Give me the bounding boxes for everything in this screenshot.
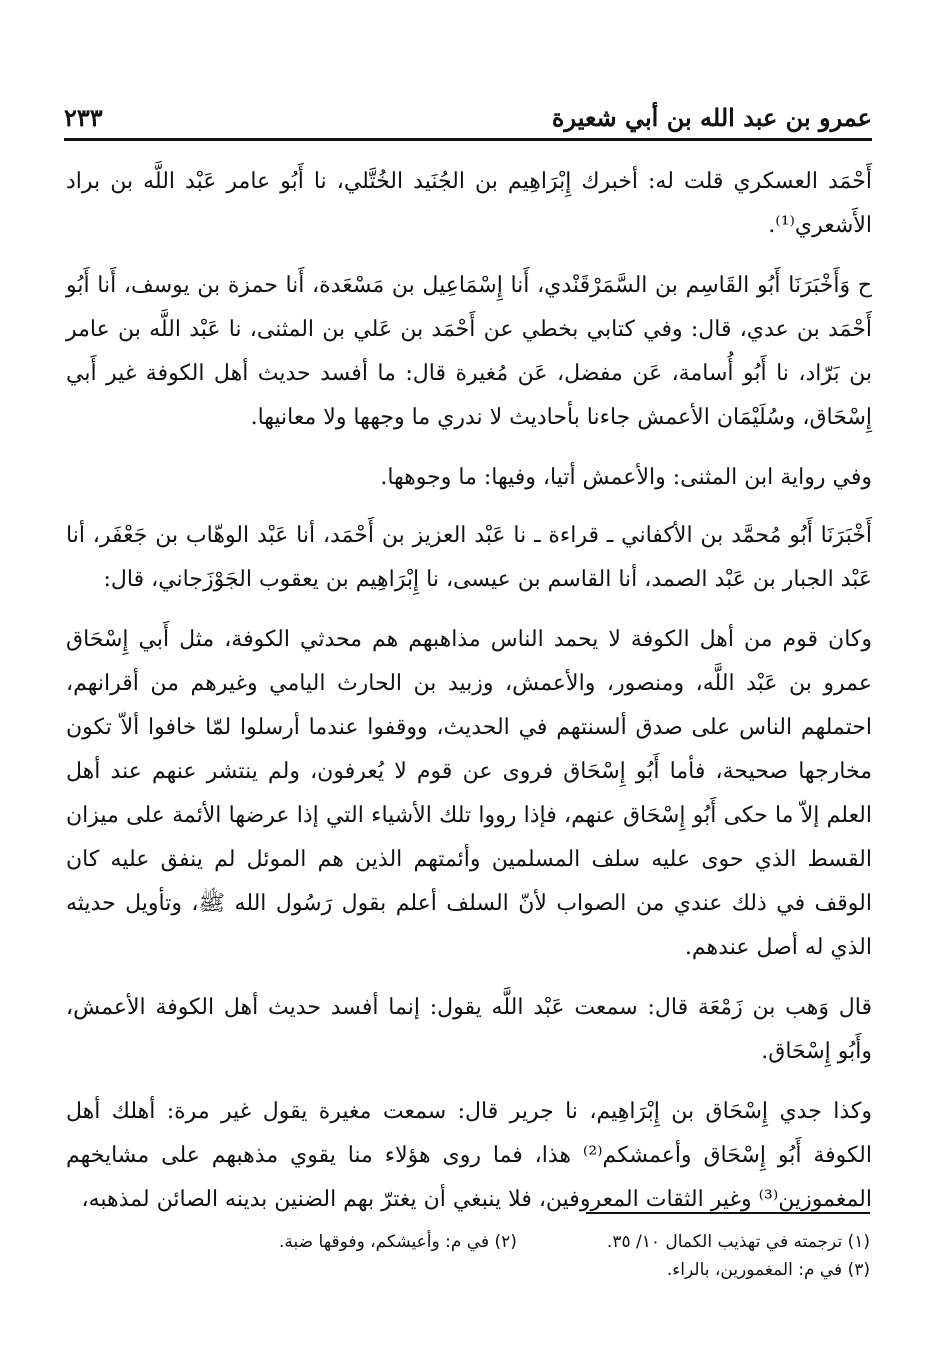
footnotes [66,1228,870,1284]
paragraph-2: ح وَأَخْبَرَنَا أَبُو القَاسِم بن السَّمَرْقَنْدي، أَنا إِسْمَاعِيل بن مَسْعَدة، أَنا حمزة بن يوسف، أَنا أَبُو أَحْمَد بن عدي، قال: وفي كتابي بخطي عن أَحْمَد بن عَلي بن المثنى، نا عَبْد اللَّه بن عامر بن بَرّاد، نا أَبُو أُسامة، عَن مفضل، عَن مُغيرة قال: ما أفسد حديث أهل الكوفة غير أَبي إِسْحَاق، وسُلَيْمَان الأعمش جاءنا بأحاديث لا ندري ما وجهها ولا معانيها. [66,273,872,430]
footnote-2: (٢) في م: وأعيشكم، وفوقها ضبة. [279,1232,517,1252]
paragraph-7: وكذا جدي إِسْحَاق بن إِبْرَاهِيم، نا جرير قال: سمعت مغيرة يقول غير مرة: أهلك أهل الكوفة أَبُو إِسْحَاق وأعمشكم⁽²⁾ هذا، فما روى هؤلاء منا يقوي مذهبهم على مشايخهم المغموزين⁽³⁾ وغير الثقات المعروفين، فلا ينبغي أن يغترّ بهم الضنين بدينه الصائن لمذهبه، [66,1099,872,1212]
footnote-rule [586,1212,870,1214]
running-title: عمرو بن عبد الله بن أبي شعيرة [551,103,872,132]
paragraph-3: وفي رواية ابن المثنى: والأعمش أتيا، وفيها: ما وجوهها. [380,465,872,490]
footnote-3: (٣) في م: المغمورين، بالراء. [666,1260,870,1280]
paragraph-1: أَحْمَد العسكري قلت له: أخبرك إِبْرَاهِيم بن الجُنَيد الخُتَّلي، نا أَبُو عامر عَبْد اللَّه بن براد الأَشعري⁽¹⁾. [66,169,872,238]
main-text [66,160,872,1238]
page-number: ٢٣٣ [64,103,103,132]
header-rule [64,138,872,141]
footnote-row-1 [66,1228,870,1256]
paragraph-4: أَخْبَرَنَا أَبُو مُحمَّد بن الأكفاني ـ قراءة ـ نا عَبْد العزيز بن أَحْمَد، أنا عَبْد الوهّاب بن جَعْفَر، أنا عَبْد الجبار بن عَبْد الصمد، أنا القاسم بن عيسى، نا إِبْرَاهِيم بن يعقوب الجَوْزَجاني، قال: [66,523,872,592]
paragraph-5: وكان قوم من أهل الكوفة لا يحمد الناس مذاهبهم هم محدثي الكوفة، مثل أَبي إِسْحَاق عمرو بن عَبْد اللَّه، ومنصور، والأعمش، وزبيد بن الحارث اليامي وغيرهم من أقرانهم، احتملهم الناس على صدق ألسنتهم في الحديث، ووقفوا عندما أرسلوا لمّا خافوا ألاّ تكون مخارجها صحيحة، فأما أَبُو إِسْحَاق فروى عن قوم لا يُعرفون، ولم ينتشر عنهم عند أهل العلم إلاّ ما حكى أَبُو إِسْحَاق عنهم، فإذا رووا تلك الأشياء التي إذا عرضها الأئمة على ميزان القسط الذي حوى عليه سلف المسلمين وأئمتهم الذين هم الموئل لم ينفق عليه كان الوقف في ذلك عندي من الصواب لأنّ السلف أعلم بقول رَسُول الله ﷺ، وتأويل حديثه الذي له أصل عندهم. [66,627,872,960]
page-header [64,84,872,132]
footnote-1: (١) ترجمته في تهذيب الكمال ١٠/ ٣٥. [606,1232,870,1252]
footnote-row-2 [66,1256,870,1284]
paragraph-6: قال وَهب بن زَمْعَة قال: سمعت عَبْد اللَّه يقول: إنما أفسد حديث أهل الكوفة الأعمش، وأَبُو إِسْحَاق. [66,995,872,1064]
